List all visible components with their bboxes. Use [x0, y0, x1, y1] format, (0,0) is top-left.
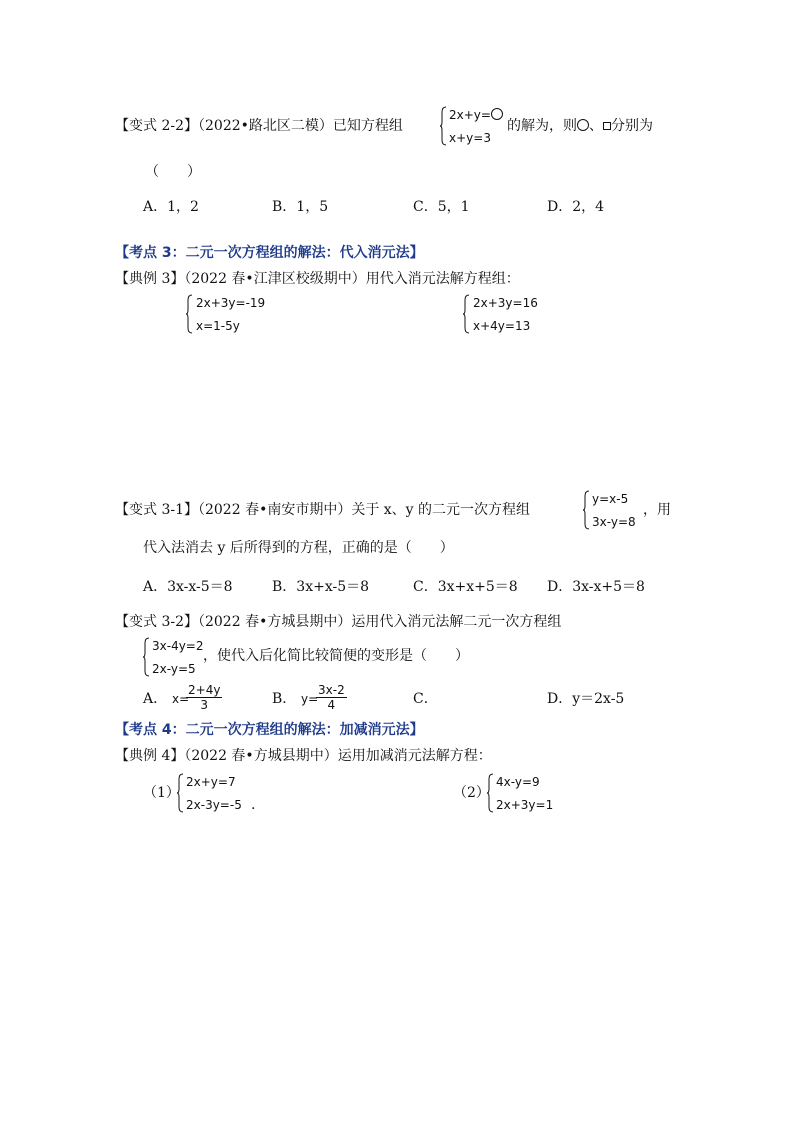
square-placeholder-icon [603, 122, 611, 130]
fraction-denominator: 3 [200, 698, 209, 712]
part-label-1: （1） [143, 785, 180, 801]
example-title: 【典例 4】（2022 春•方城县期中）运用加减消元法解方程： [115, 748, 492, 764]
system-equation: 2x+y= [449, 108, 491, 122]
part-label-2: （2） [453, 785, 490, 801]
question-text: 【变式 3-1】（2022 春•南安市期中）关于 x、y 的二元一次方程组 [115, 502, 531, 518]
source-text: （2022•路北区二模）已知方程组 [198, 118, 403, 134]
system-equation: 3x-y=8 [592, 515, 636, 529]
system-equation: x+4y=13 [473, 319, 531, 333]
fraction-numerator: 2+4y [188, 683, 221, 697]
system-equation: 2x-3y=-5 [186, 798, 242, 812]
option-a-label: A． [143, 691, 168, 707]
fraction-denominator: 4 [327, 698, 336, 712]
fraction-numerator: 3x-2 [318, 683, 345, 697]
circle-placeholder-icon [577, 119, 589, 131]
option-d: D．3x-x+5＝8 [547, 579, 645, 595]
section-heading-4: 【考点 4：二元一次方程组的解法：加减消元法】 [115, 722, 424, 738]
option-b-label: B． [272, 691, 297, 707]
brace-icon [487, 773, 494, 813]
brace-icon [463, 294, 470, 334]
option-a: A．1，2 [143, 199, 199, 215]
variant-tag: 【变式 2-2】 [115, 118, 198, 134]
brace-icon [583, 490, 590, 530]
system-equation: 2x+3y=16 [473, 296, 538, 310]
question-text: 代入法消去 y 后所得到的方程，正确的是（ ） [143, 540, 454, 556]
option-b: B．3x+x-5＝8 [272, 579, 370, 595]
system-equation: 2x+y=7 [186, 775, 236, 789]
option-d: D．2，4 [547, 199, 605, 215]
answer-paren: （ ） [145, 164, 201, 180]
option-b-lhs: y= [301, 692, 319, 706]
option-c: C． [413, 691, 438, 707]
system-equation: 2x+3y=-19 [196, 296, 266, 310]
option-a: A．3x-x-5＝8 [143, 579, 233, 595]
equation-system [186, 294, 286, 334]
system-equation: 2x-y=5 [152, 662, 196, 676]
example-title: 【典例 3】（2022 春•江津区校级期中）用代入消元法解方程组： [115, 271, 520, 287]
question-text: ，使代入后化简比较简便的变形是（ ） [203, 648, 469, 664]
circle-placeholder-icon [491, 108, 503, 120]
section-heading-3: 【考点 3：二元一次方程组的解法：代入消元法】 [115, 245, 424, 261]
system-equation: y=x-5 [592, 492, 629, 506]
equation-system [440, 106, 510, 146]
system-equation: 4x-y=9 [496, 775, 540, 789]
option-b-fraction [316, 683, 347, 712]
option-d: D．y＝2x-5 [547, 691, 625, 707]
brace-icon [177, 773, 184, 813]
equation-system [463, 294, 563, 334]
option-c: C．5，1 [413, 199, 470, 215]
option-b: B．1，5 [272, 199, 329, 215]
option-a-fraction [186, 683, 222, 712]
system-equation: 3x-4y=2 [152, 639, 204, 653]
system-equation: 2x+3y=1 [496, 798, 554, 812]
option-c: C．3x+x+5＝8 [413, 579, 518, 595]
question-text: 【变式 3-2】（2022 春•方城县期中）运用代入消元法解二元一次方程组 [115, 614, 562, 630]
equation-system [487, 773, 577, 813]
brace-icon [186, 294, 193, 334]
system-equation: x+y=3 [449, 131, 491, 145]
system-equation: x=1-5y [196, 319, 240, 333]
brace-icon [143, 637, 150, 677]
option-a-lhs: x= [172, 692, 190, 706]
brace-icon [440, 106, 447, 146]
